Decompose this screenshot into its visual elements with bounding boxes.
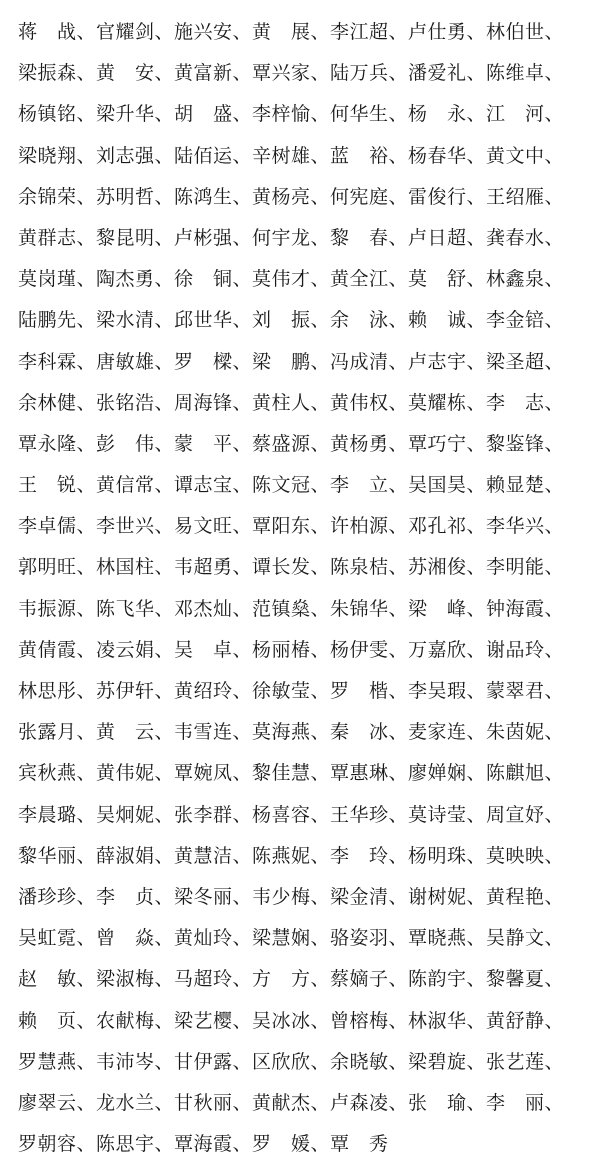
- name-row: 赖 页、农献梅、梁艺樱、吴冰冰、曾榕梅、林淑华、黄舒静、: [18, 1009, 565, 1032]
- name-row: 潘珍珍、李 贞、梁冬丽、韦少梅、梁金清、谢树妮、黄程艳、: [18, 885, 565, 908]
- name-row: 罗朝容、陈思宇、覃海霞、罗 媛、覃 秀: [18, 1133, 389, 1156]
- name-row: 莫岗瑾、陶杰勇、徐 铜、莫伟才、黄全江、莫 舒、林鑫泉、: [18, 268, 565, 291]
- name-row: 李卓儒、李世兴、易文旺、覃阳东、许柏源、邓孔祁、李华兴、: [18, 515, 565, 538]
- name-row: 张露月、黄 云、韦雪连、莫海燕、秦 冰、麦家连、朱茵妮、: [18, 721, 565, 744]
- name-row: 赵 敏、梁淑梅、马超玲、方 方、蔡嫡子、陈韵宇、黎馨夏、: [18, 968, 565, 991]
- name-row: 郭明旺、林国柱、韦超勇、谭长发、陈泉桔、苏湘俊、李明能、: [18, 556, 565, 579]
- name-row: 韦振源、陈飞华、邓杰灿、范镇燊、朱锦华、梁 峰、钟海霞、: [18, 597, 565, 620]
- name-row: 黄群志、黎昆明、卢彬强、何宇龙、黎 春、卢日超、龚春水、: [18, 226, 565, 249]
- name-row: 吴虹霓、曾 焱、黄灿玲、梁慧娴、骆姿羽、覃晓燕、吴静文、: [18, 927, 565, 950]
- name-row: 梁晓翔、刘志强、陆佰运、辛树雄、蓝 裕、杨春华、黄文中、: [18, 144, 565, 167]
- name-row: 宾秋燕、黄伟妮、覃婉凤、黎佳慧、覃惠琳、廖婵娴、陈麒旭、: [18, 762, 565, 785]
- name-row: 蒋 战、官耀剑、施兴安、黄 展、李江超、卢仕勇、林伯世、: [18, 21, 565, 43]
- name-row: 覃永隆、彭 伟、蒙 平、蔡盛源、黄杨勇、覃巧宁、黎鉴锋、: [18, 432, 565, 455]
- name-row: 陆鹏先、梁水清、邱世华、刘 振、余 泳、赖 诚、李金锫、: [18, 309, 565, 332]
- name-row: 廖翠云、龙水兰、甘秋丽、黄献杰、卢森凌、张 瑜、李 丽、: [18, 1091, 565, 1114]
- name-list: [18, 14, 608, 1167]
- name-row: 黎华丽、薛淑娟、黄慧洁、陈燕妮、李 玲、杨明珠、莫映映、: [18, 844, 565, 867]
- name-row: 王 锐、黄信常、谭志宝、陈文冠、李 立、吴国昊、赖显楚、: [18, 474, 565, 497]
- name-row: 余锦荣、苏明哲、陈鸿生、黄杨亮、何宪庭、雷俊行、王绍雁、: [18, 185, 565, 208]
- name-row: 黄倩霞、凌云娟、吴 卓、杨丽椿、杨伊雯、万嘉欣、谢品玲、: [18, 638, 565, 661]
- name-row: 梁振森、黄 安、黄富新、覃兴家、陆万兵、潘爱礼、陈维卓、: [18, 62, 565, 85]
- name-row: 林思彤、苏伊轩、黄绍玲、徐敏莹、罗 楷、李吴瑕、蒙翠君、: [18, 680, 565, 702]
- name-row: 李晨璐、吴炯妮、张李群、杨喜容、王华珍、莫诗莹、周宣妤、: [18, 803, 565, 826]
- name-row: 杨镇铭、梁升华、胡 盛、李梓愉、何华生、杨 永、江 河、: [18, 103, 565, 126]
- name-row: 罗慧燕、韦沛岑、甘伊露、区欣欣、余晓敏、梁碧旋、张艺莲、: [18, 1050, 565, 1073]
- name-row: 李科霖、唐敏雄、罗 樑、梁 鹏、冯成清、卢志宇、梁圣超、: [18, 350, 565, 373]
- name-row: 余林健、张铭浩、周海锋、黄柱人、黄伟权、莫耀栋、李 志、: [18, 391, 565, 414]
